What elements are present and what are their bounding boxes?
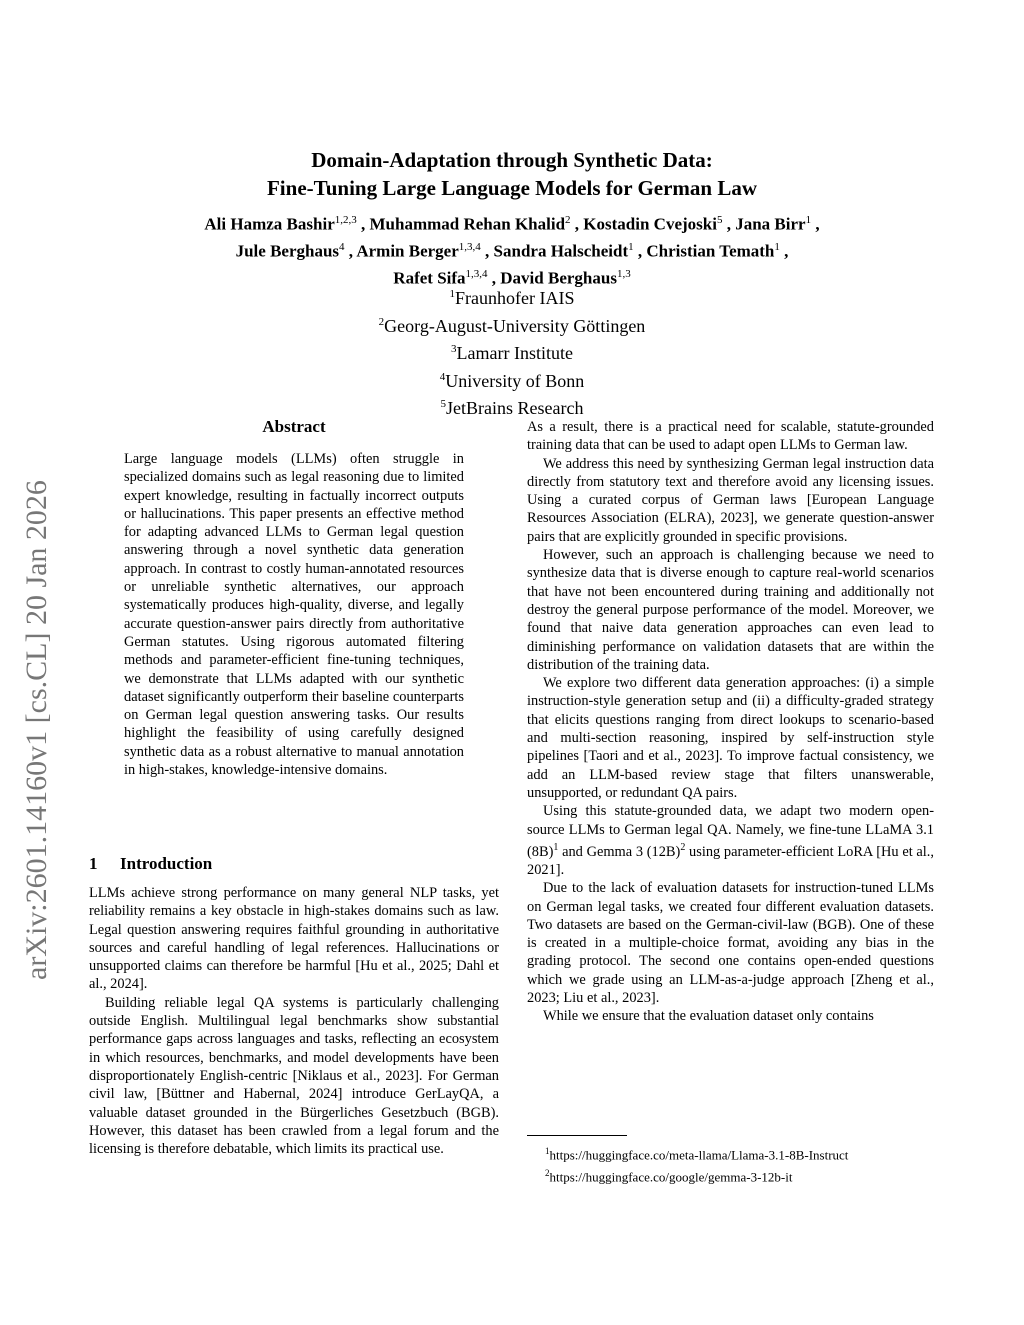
author-line-1: Ali Hamza Bashir$^{1,2,3}$ , Muhammad Rehan Khalid$^2$ , Kostadin Cvejoski$^5$ , Jana Birr$^1$ , — [204, 214, 820, 234]
footnote: $^1$https://huggingface.co/meta-llama/Llama-3.1-8B-Instruct — [545, 1146, 849, 1163]
paragraph: However, such an approach is challenging because we need to synthesize data that is diverse enough to capture real-world scenarios that have not been encountered during training and additionally not destroy the general purpose performance of the model. Moreover, we found that naive data generation approaches can even lead to diminishing performance on validation datasets that are within the distribution of the training data. — [527, 547, 934, 673]
author-affil-mark: 2 — [565, 214, 571, 226]
author-line-2: Jule Berghaus$^4$ , Armin Berger$^{1,3,4}$ , Sandra Halscheidt$^1$ , Christian Temath$^1$ , — [235, 241, 789, 261]
paragraph: Building reliable legal QA systems is particularly challenging outside English. Multilingual legal benchmarks show substantial performance gaps across languages and tasks, reflecting an ecosystem in which resources, benchmarks, and model developments have been disproportionately English-centric [Niklaus et al., 2023]. For German civil law, [Büttner and Habernal, 2024] introduce GerLayQA, a valuable dataset grounded in the Bürgerliches Gesetzbuch (BGB). However, this dataset has been crawled from a legal forum and the licensing is therefore debatable, which limits its practical use. — [89, 994, 499, 1158]
paragraph: As a result, there is a practical need for scalable, statute-grounded training data that can be used to adapt open LLMs to German law. — [527, 419, 934, 454]
title-line-2: Fine-Tuning Large Language Models for German Law — [266, 176, 758, 200]
author-name: Sandra Halscheidt — [493, 241, 629, 261]
author-name: Rafet Sifa — [393, 268, 466, 288]
author-name: Jana Birr — [735, 214, 806, 234]
arxiv-stamp: arXiv:2601.14160v1 [cs.CL] 20 Jan 2026 — [20, 480, 53, 980]
author-name: Kostadin Cvejoski — [583, 214, 717, 234]
affiliation: $^4$University of Bonn — [439, 370, 585, 391]
author-affil-mark: 1,3,4 — [458, 241, 481, 254]
author-name: Jule Berghaus — [235, 241, 340, 261]
author-affil-mark: 1 — [805, 214, 812, 226]
author-line-3: Rafet Sifa$^{1,3,4}$ , David Berghaus$^{1,3}$ — [393, 268, 631, 288]
author-list — [0, 209, 1024, 290]
author-affil-mark: 1,3,4 — [465, 268, 488, 281]
author-affil-mark: 1,2,3 — [334, 214, 357, 226]
author-name: David Berghaus — [500, 268, 617, 288]
paragraph: Due to the lack of evaluation datasets for instruction-tuned LLMs on German legal tasks, we created four different evaluation datasets. Two datasets are based on the German-civil-law (BGB). One of these is created in a multiple-choice format, avoiding any bias in the grading protocol. The second one contains open-ended questions which we grade using an LLM-as-a-judge approach [Zheng et al., 2023; Liu et al., 2023]. — [527, 880, 934, 1006]
affiliation: $^3$Lamarr Institute — [451, 343, 573, 363]
section-heading — [89, 854, 212, 874]
affiliation-list — [0, 283, 1024, 421]
paper-title — [0, 146, 1024, 202]
paragraph: We explore two different data generation approaches: (i) a simple instruction-style generation setup and (ii) a difficulty-graded strategy that elicits questions ranging from direct lookups to scenario-based and multi-section reasoning, inspired by self-instruction style pipelines [Taori and et al., 2023]. To improve factual consistency, we add an LLM-based review stage that filters unanswerable, unsupported, or redundant QA pairs. — [527, 675, 934, 801]
affiliation: $^1$Fraunhofer IAIS — [449, 288, 575, 308]
footnote-ref: 1 — [553, 841, 559, 853]
right-column — [527, 418, 934, 1026]
author-affil-mark: 1 — [628, 241, 634, 254]
section-title: Introduction — [120, 854, 213, 873]
abstract-body — [124, 450, 464, 779]
paragraph: Using this statute-grounded data, we adapt two modern open-source LLMs to German legal QA. Namely, we fine-tune LLaMA 3.1 (8B)$^1$ and Gemma 3 (12B)$^2$ using parameter-efficient LoRA [Hu et al., 2021]. — [527, 803, 934, 878]
author-name: Christian Temath — [646, 241, 775, 261]
paragraph: LLMs achieve strong performance on many general NLP tasks, yet reliability remains a key obstacle in high-stakes domains such as law. Legal question answering requires faithful grounding in authoritative sources and careful handling of legal references. Hallucinations or unsupported claims can therefore be harmful [Hu et al., 2025; Dahl et al., 2024]. — [89, 885, 499, 993]
author-name: Armin Berger — [356, 241, 459, 261]
author-name: Ali Hamza Bashir — [204, 214, 335, 234]
author-affil-mark: 1 — [774, 241, 780, 254]
footnote: $^2$https://huggingface.co/google/gemma-3-12b-it — [545, 1168, 793, 1185]
footnote-ref: 2 — [680, 841, 686, 853]
author-affil-mark: 5 — [716, 214, 723, 226]
footnote-divider — [527, 1135, 627, 1136]
abstract-text: Large language models (LLMs) often struggle in specialized domains such as legal reasoning due to limited expert knowledge, resulting in factually incorrect outputs or hallucinations. This paper presents an effective method for adapting advanced LLMs to German legal question answering through a novel synthetic data generation approach. In contrast to costly human-annotated resources or unreliable synthetic alternatives, our approach systematically produces high-quality, diverse, and legally accurate question-answer pairs directly from authoritative German statutes. Using rigorous automated filtering methods and parameter-efficient fine-tuning techniques, we demonstrate that LLMs adapted with our synthetic dataset significantly outperform their baseline counterparts on German legal question answering tasks. Our results highlight the feasibility of using carefully designed synthetic data as a robust alternative to manual annotation in high-stakes, knowledge-intensive domains. — [124, 451, 464, 779]
author-name: Muhammad Rehan Khalid — [369, 214, 566, 234]
affiliation: $^5$JetBrains Research — [440, 398, 584, 418]
footnotes — [545, 1142, 848, 1187]
intro-body — [89, 884, 499, 1158]
title-line-1: Domain-Adaptation through Synthetic Data: — [311, 148, 713, 172]
author-affil-mark: 1,3 — [616, 268, 631, 281]
footnote-link[interactable]: https://huggingface.co/google/gemma-3-12b-it — [549, 1169, 793, 1185]
author-affil-mark: 4 — [339, 241, 345, 254]
affiliation: $^2$Georg-August-University Göttingen — [378, 315, 646, 336]
paragraph: We address this need by synthesizing German legal instruction data directly from statutory text and therefore avoid any licensing issues. Using a curated corpus of German laws [European Language Resources Association (ELRA), 2023], we generate question-answer pairs that are explicitly grounded in specific provisions. — [527, 455, 934, 545]
paragraph: While we ensure that the evaluation dataset only contains — [543, 1008, 874, 1025]
footnote-link[interactable]: https://huggingface.co/meta-llama/Llama-3.1-8B-Instruct — [549, 1147, 849, 1163]
abstract-heading: Abstract — [262, 417, 326, 436]
section-number: 1 — [89, 854, 98, 873]
